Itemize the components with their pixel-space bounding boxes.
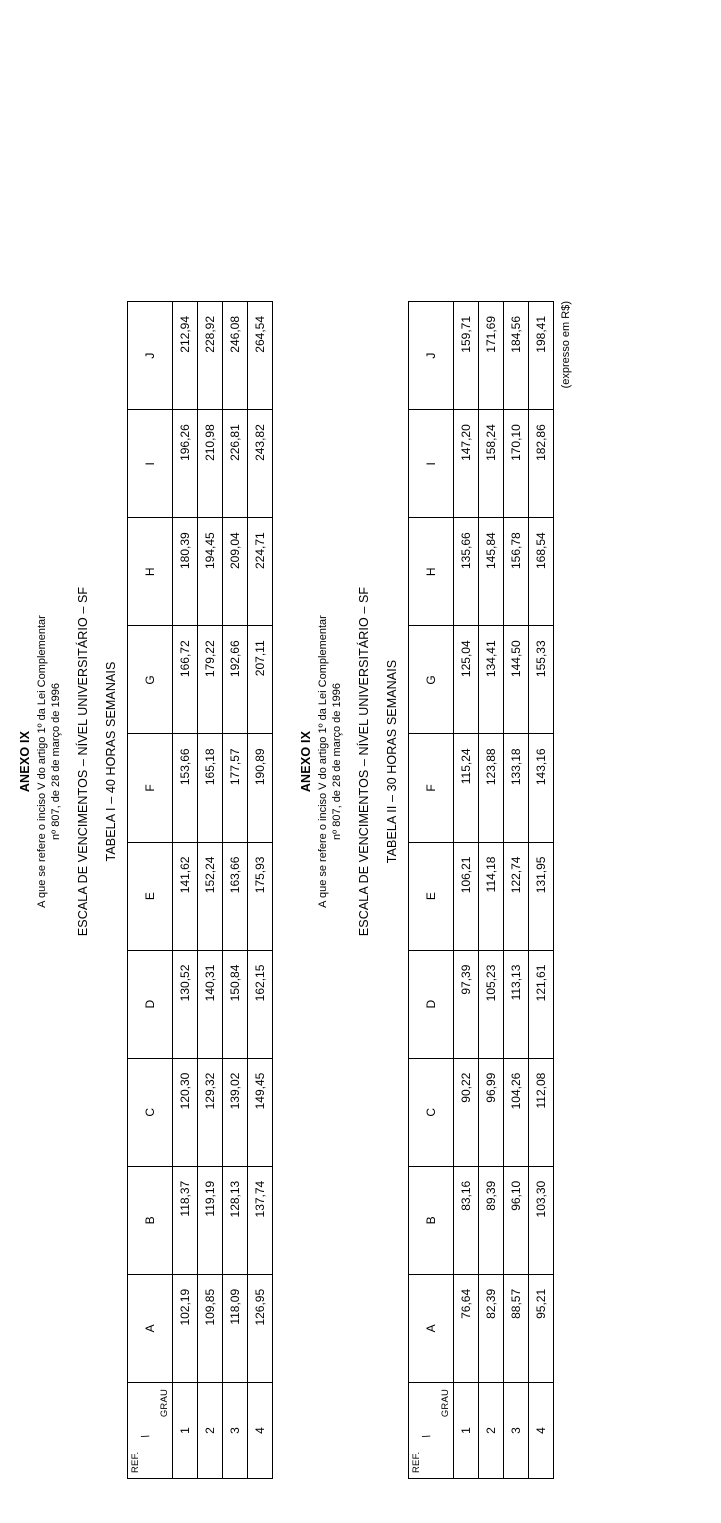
block-spacer: [273, 26, 299, 1497]
cell-value: 144,50: [504, 626, 529, 734]
cell-value: 96,10: [504, 1166, 529, 1274]
cell-value: 171,69: [479, 302, 504, 410]
row-grau: 2: [198, 1382, 223, 1478]
cell-value: 140,31: [198, 950, 223, 1058]
column-header: E: [409, 842, 454, 950]
cell-value: 190,89: [248, 734, 273, 842]
table-row: [504, 302, 529, 1479]
cell-value: 135,66: [454, 518, 479, 626]
anexo-block-1: [18, 26, 273, 1497]
cell-value: 179,22: [198, 626, 223, 734]
cell-value: 145,84: [479, 518, 504, 626]
cell-value: 83,16: [454, 1166, 479, 1274]
table-row: [529, 302, 554, 1479]
escala-title-2: ESCALA DE VENCIMENTOS – NÍVEL UNIVERSITÁRIO – SF: [357, 586, 372, 937]
cell-value: 131,95: [529, 842, 554, 950]
cell-value: 149,45: [248, 1058, 273, 1166]
cell-value: 102,19: [173, 1274, 198, 1382]
row-grau: 1: [454, 1382, 479, 1478]
cell-value: 156,78: [504, 518, 529, 626]
column-header: J: [128, 302, 173, 410]
cell-value: 159,71: [454, 302, 479, 410]
cell-value: 150,84: [223, 950, 248, 1058]
cell-value: 88,57: [504, 1274, 529, 1382]
cell-value: 170,10: [504, 410, 529, 518]
cell-value: 141,62: [173, 842, 198, 950]
cell-value: 180,39: [173, 518, 198, 626]
table-row: [479, 302, 504, 1479]
cell-value: 264,54: [248, 302, 273, 410]
cell-value: 128,13: [223, 1166, 248, 1274]
cell-value: 114,18: [479, 842, 504, 950]
cell-value: 182,86: [529, 410, 554, 518]
column-header: F: [409, 734, 454, 842]
cell-value: 166,72: [173, 626, 198, 734]
cell-value: 118,37: [173, 1166, 198, 1274]
cell-value: 192,66: [223, 626, 248, 734]
cell-value: 123,88: [479, 734, 504, 842]
cell-value: 130,52: [173, 950, 198, 1058]
table-row: [248, 302, 273, 1479]
cell-value: 96,99: [479, 1058, 504, 1166]
currency-footnote: (expresso em R$): [560, 301, 573, 389]
cell-value: 209,04: [223, 518, 248, 626]
table-row: [223, 302, 248, 1479]
cell-value: 155,33: [529, 626, 554, 734]
cell-value: 147,20: [454, 410, 479, 518]
cell-value: 134,41: [479, 626, 504, 734]
table-header-row: [409, 302, 454, 1479]
cell-value: 210,98: [198, 410, 223, 518]
diagonal-slash-icon: \: [421, 1433, 434, 1440]
cell-value: 212,94: [173, 302, 198, 410]
column-header: I: [128, 410, 173, 518]
cell-value: 129,32: [198, 1058, 223, 1166]
cell-value: 165,18: [198, 734, 223, 842]
cell-value: 115,24: [454, 734, 479, 842]
row-grau: 1: [173, 1382, 198, 1478]
cell-value: 143,16: [529, 734, 554, 842]
anexo-subtitle-line2-1: nº 807, de 28 de março de 1996: [50, 683, 63, 840]
row-grau: 2: [479, 1382, 504, 1478]
column-header: D: [409, 950, 454, 1058]
cell-value: 153,66: [173, 734, 198, 842]
cell-value: 162,15: [248, 950, 273, 1058]
cell-value: 118,09: [223, 1274, 248, 1382]
cell-value: 224,71: [248, 518, 273, 626]
column-header: B: [128, 1166, 173, 1274]
cell-value: 104,26: [504, 1058, 529, 1166]
cell-value: 196,26: [173, 410, 198, 518]
column-header: D: [128, 950, 173, 1058]
table-row: [454, 302, 479, 1479]
cell-value: 194,45: [198, 518, 223, 626]
cell-value: 133,18: [504, 734, 529, 842]
cell-value: 112,08: [529, 1058, 554, 1166]
row-grau: 4: [529, 1382, 554, 1478]
salary-table-2: [408, 301, 554, 1479]
ref-label-1: REF.: [130, 1451, 142, 1473]
column-header: B: [409, 1166, 454, 1274]
column-header: E: [128, 842, 173, 950]
cell-value: 90,22: [454, 1058, 479, 1166]
cell-value: 82,39: [479, 1274, 504, 1382]
cell-value: 120,30: [173, 1058, 198, 1166]
cell-value: 158,24: [479, 410, 504, 518]
cell-value: 103,30: [529, 1166, 554, 1274]
cell-value: 137,74: [248, 1166, 273, 1274]
ref-grau-corner-cell: [409, 1382, 454, 1478]
grau-label-1: GRAU: [159, 1388, 171, 1418]
cell-value: 139,02: [223, 1058, 248, 1166]
salary-table-1: [127, 301, 273, 1479]
escala-title-1: ESCALA DE VENCIMENTOS – NÍVEL UNIVERSITÁRIO – SF: [76, 586, 91, 937]
row-grau: 4: [248, 1382, 273, 1478]
column-header: J: [409, 302, 454, 410]
cell-value: 198,41: [529, 302, 554, 410]
row-grau: 3: [223, 1382, 248, 1478]
column-header: G: [128, 626, 173, 734]
cell-value: 207,11: [248, 626, 273, 734]
cell-value: 243,82: [248, 410, 273, 518]
column-header: C: [128, 1058, 173, 1166]
table-row: [198, 302, 223, 1479]
cell-value: 184,56: [504, 302, 529, 410]
cell-value: 109,85: [198, 1274, 223, 1382]
table-row: [173, 302, 198, 1479]
cell-value: 175,93: [248, 842, 273, 950]
header-block-1: [18, 26, 118, 1497]
cell-value: 246,08: [223, 302, 248, 410]
cell-value: 152,24: [198, 842, 223, 950]
column-header: H: [409, 518, 454, 626]
anexo-subtitle-line1-2: A que se refere o inciso V do artigo 1º da Lei Complementar: [317, 615, 330, 908]
cell-value: 113,13: [504, 950, 529, 1058]
ref-grau-corner-cell: [128, 1382, 173, 1478]
cell-value: 122,74: [504, 842, 529, 950]
cell-value: 105,23: [479, 950, 504, 1058]
cell-value: 106,21: [454, 842, 479, 950]
column-header: C: [409, 1058, 454, 1166]
anexo-title-2: ANEXO IX: [299, 730, 314, 793]
cell-value: 125,04: [454, 626, 479, 734]
column-header: H: [128, 518, 173, 626]
ref-label-2: REF.: [411, 1451, 423, 1473]
column-header: A: [128, 1274, 173, 1382]
cell-value: 121,61: [529, 950, 554, 1058]
column-header: A: [409, 1274, 454, 1382]
cell-value: 228,92: [198, 302, 223, 410]
anexo-title-1: ANEXO IX: [18, 730, 32, 793]
cell-value: 168,54: [529, 518, 554, 626]
cell-value: 226,81: [223, 410, 248, 518]
table-header-row: [128, 302, 173, 1479]
cell-value: 177,57: [223, 734, 248, 842]
diagonal-slash-icon: \: [139, 1433, 153, 1440]
cell-value: 95,21: [529, 1274, 554, 1382]
anexo-block-2: [299, 26, 572, 1497]
header-block-2: [299, 26, 399, 1497]
tabela-label-2: TABELA II – 30 HORAS SEMANAIS: [385, 659, 400, 864]
column-header: G: [409, 626, 454, 734]
cell-value: 76,64: [454, 1274, 479, 1382]
cell-value: 89,39: [479, 1166, 504, 1274]
column-header: F: [128, 734, 173, 842]
row-grau: 3: [504, 1382, 529, 1478]
cell-value: 97,39: [454, 950, 479, 1058]
cell-value: 163,66: [223, 842, 248, 950]
anexo-subtitle-line2-2: nº 807, de 28 de março de 1996: [331, 683, 344, 840]
column-header: I: [409, 410, 454, 518]
tabela-label-1: TABELA I – 40 HORAS SEMANAIS: [104, 661, 119, 862]
anexo-subtitle-line1-1: A que se refere o inciso V do artigo 1º da Lei Complementar: [36, 615, 48, 908]
grau-label-2: GRAU: [440, 1388, 452, 1418]
cell-value: 119,19: [198, 1166, 223, 1274]
cell-value: 126,95: [248, 1274, 273, 1382]
